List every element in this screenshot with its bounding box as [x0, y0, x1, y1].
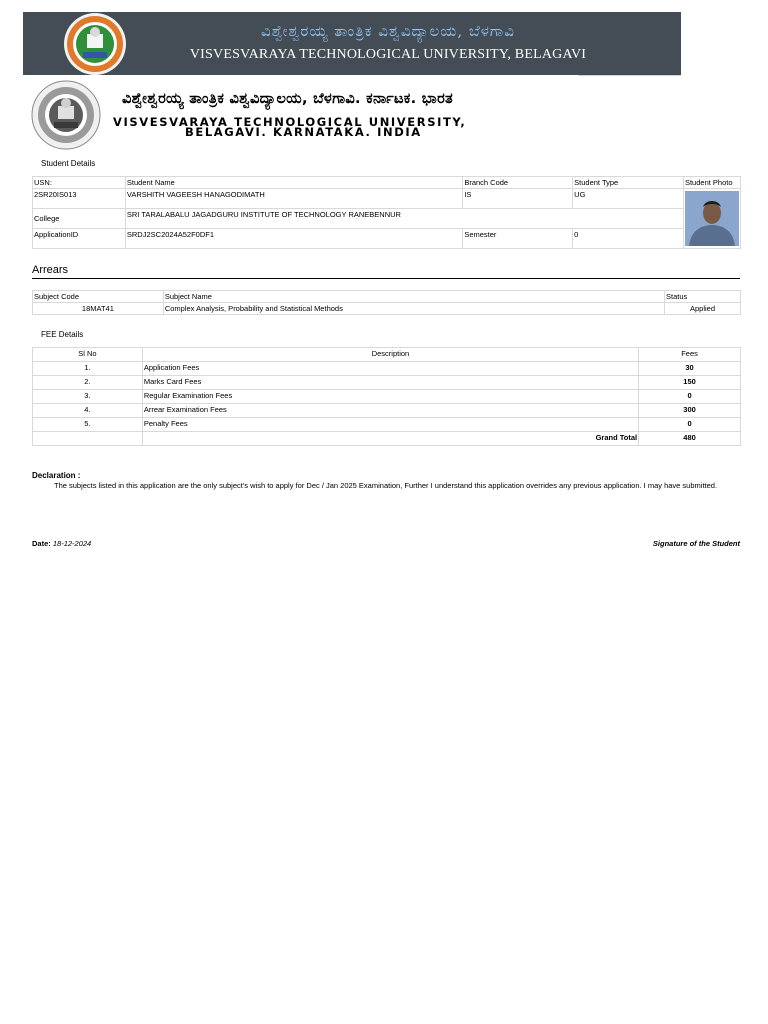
fee-amount: 0 [639, 418, 741, 432]
header-title-english-line1: VISVESVARAYA TECHNOLOGICAL UNIVERSITY, [113, 115, 467, 129]
table-row [33, 376, 741, 390]
fee-details-table [32, 347, 741, 446]
subject-name-header: Subject Name [163, 291, 664, 303]
fee-description: Arrear Examination Fees [142, 404, 638, 418]
usn-label: USN: [33, 177, 126, 189]
branch-code-label: Branch Code [463, 177, 573, 189]
signature-label: Signature of the Student [652, 539, 740, 548]
grand-total-label: Grand Total [142, 432, 638, 446]
grand-total-empty-cell [33, 432, 143, 446]
student-photo-image [685, 191, 739, 246]
description-header: Description [142, 348, 638, 362]
grand-total-value: 480 [639, 432, 741, 446]
fee-description: Marks Card Fees [142, 376, 638, 390]
student-details-table [32, 176, 741, 249]
college-value: SRI TARALABALU JAGADGURU INSTITUTE OF TECHNOLOGY RANEBENNUR [125, 209, 683, 229]
student-name-label: Student Name [125, 177, 462, 189]
status-value: Applied [665, 303, 741, 315]
table-row [33, 303, 741, 315]
subject-code-header: Subject Code [33, 291, 164, 303]
student-details-label: Student Details [41, 159, 96, 168]
header-title-english-line2: BELAGAVI. KARNATAKA. INDIA [185, 125, 422, 139]
table-row [33, 362, 741, 376]
fee-amount: 150 [639, 376, 741, 390]
fee-sl-no: 4. [33, 404, 143, 418]
student-photo-cell [683, 189, 740, 249]
university-seal-icon [31, 80, 101, 150]
branch-code-value: IS [463, 189, 573, 209]
university-seal-icon [63, 12, 127, 76]
table-row [33, 418, 741, 432]
date-label: Date: [32, 539, 51, 548]
fee-description: Application Fees [142, 362, 638, 376]
table-row [33, 390, 741, 404]
header-title-kannada: ವಿಶ್ವೇಶ್ವರಯ್ಯ ತಾಂತ್ರಿಕ ವಿಶ್ವವಿದ್ಯಾಲಯ, ಬೆಳಗಾವಿ. ಕರ್ನಾಟಕ. ಭಾರತ [122, 91, 454, 107]
banner-divider [578, 75, 681, 76]
student-type-value: UG [573, 189, 684, 209]
fee-sl-no: 1. [33, 362, 143, 376]
fee-description: Penalty Fees [142, 418, 638, 432]
fee-sl-no: 5. [33, 418, 143, 432]
application-id-label: ApplicationID [33, 229, 126, 249]
college-label: College [33, 209, 126, 229]
fee-details-label: FEE Details [41, 330, 84, 339]
fee-sl-no: 3. [33, 390, 143, 404]
application-id-value: SRDJ2SC2024A52F0DF1 [125, 229, 462, 249]
arrears-divider [32, 278, 740, 279]
declaration-text: The subjects listed in this application are the only subject's wish to apply for Dec / Jan 2025 Examination, Further I understand this application overrides any previous application. I may have submitted. [54, 481, 718, 490]
arrears-title: Arrears [32, 264, 69, 276]
university-banner [23, 12, 681, 75]
banner-title-english: VISVESVARAYA TECHNOLOGICAL UNIVERSITY, BELAGAVI [189, 47, 587, 62]
fee-amount: 300 [639, 404, 741, 418]
grand-total-row [33, 432, 741, 446]
table-row [33, 404, 741, 418]
subject-name-value: Complex Analysis, Probability and Statistical Methods [163, 303, 664, 315]
semester-label: Semester [463, 229, 573, 249]
arrears-table [32, 290, 741, 315]
date-line [32, 539, 91, 548]
fee-sl-no: 2. [33, 376, 143, 390]
subject-code-value: 18MAT41 [33, 303, 164, 315]
fees-header: Fees [639, 348, 741, 362]
sl-no-header: Sl No [33, 348, 143, 362]
declaration-title: Declaration : [32, 471, 81, 480]
fee-description: Regular Examination Fees [142, 390, 638, 404]
fee-amount: 0 [639, 390, 741, 404]
student-photo-label: Student Photo [683, 177, 740, 189]
status-header: Status [665, 291, 741, 303]
semester-value: 0 [573, 229, 684, 249]
date-value: 18-12-2024 [52, 539, 92, 548]
student-name-value: VARSHITH VAGEESH HANAGODIMATH [125, 189, 462, 209]
banner-title-kannada: ವಿಶ್ವೇಶ್ವರಯ್ಯ ತಾಂತ್ರಿಕ ವಿಶ್ವವಿದ್ಯಾಲಯ, ಬೆಳಗಾವಿ [261, 22, 515, 40]
student-photo [685, 191, 739, 246]
usn-value: 2SR20IS013 [33, 189, 126, 209]
student-type-label: Student Type [573, 177, 684, 189]
fee-amount: 30 [639, 362, 741, 376]
